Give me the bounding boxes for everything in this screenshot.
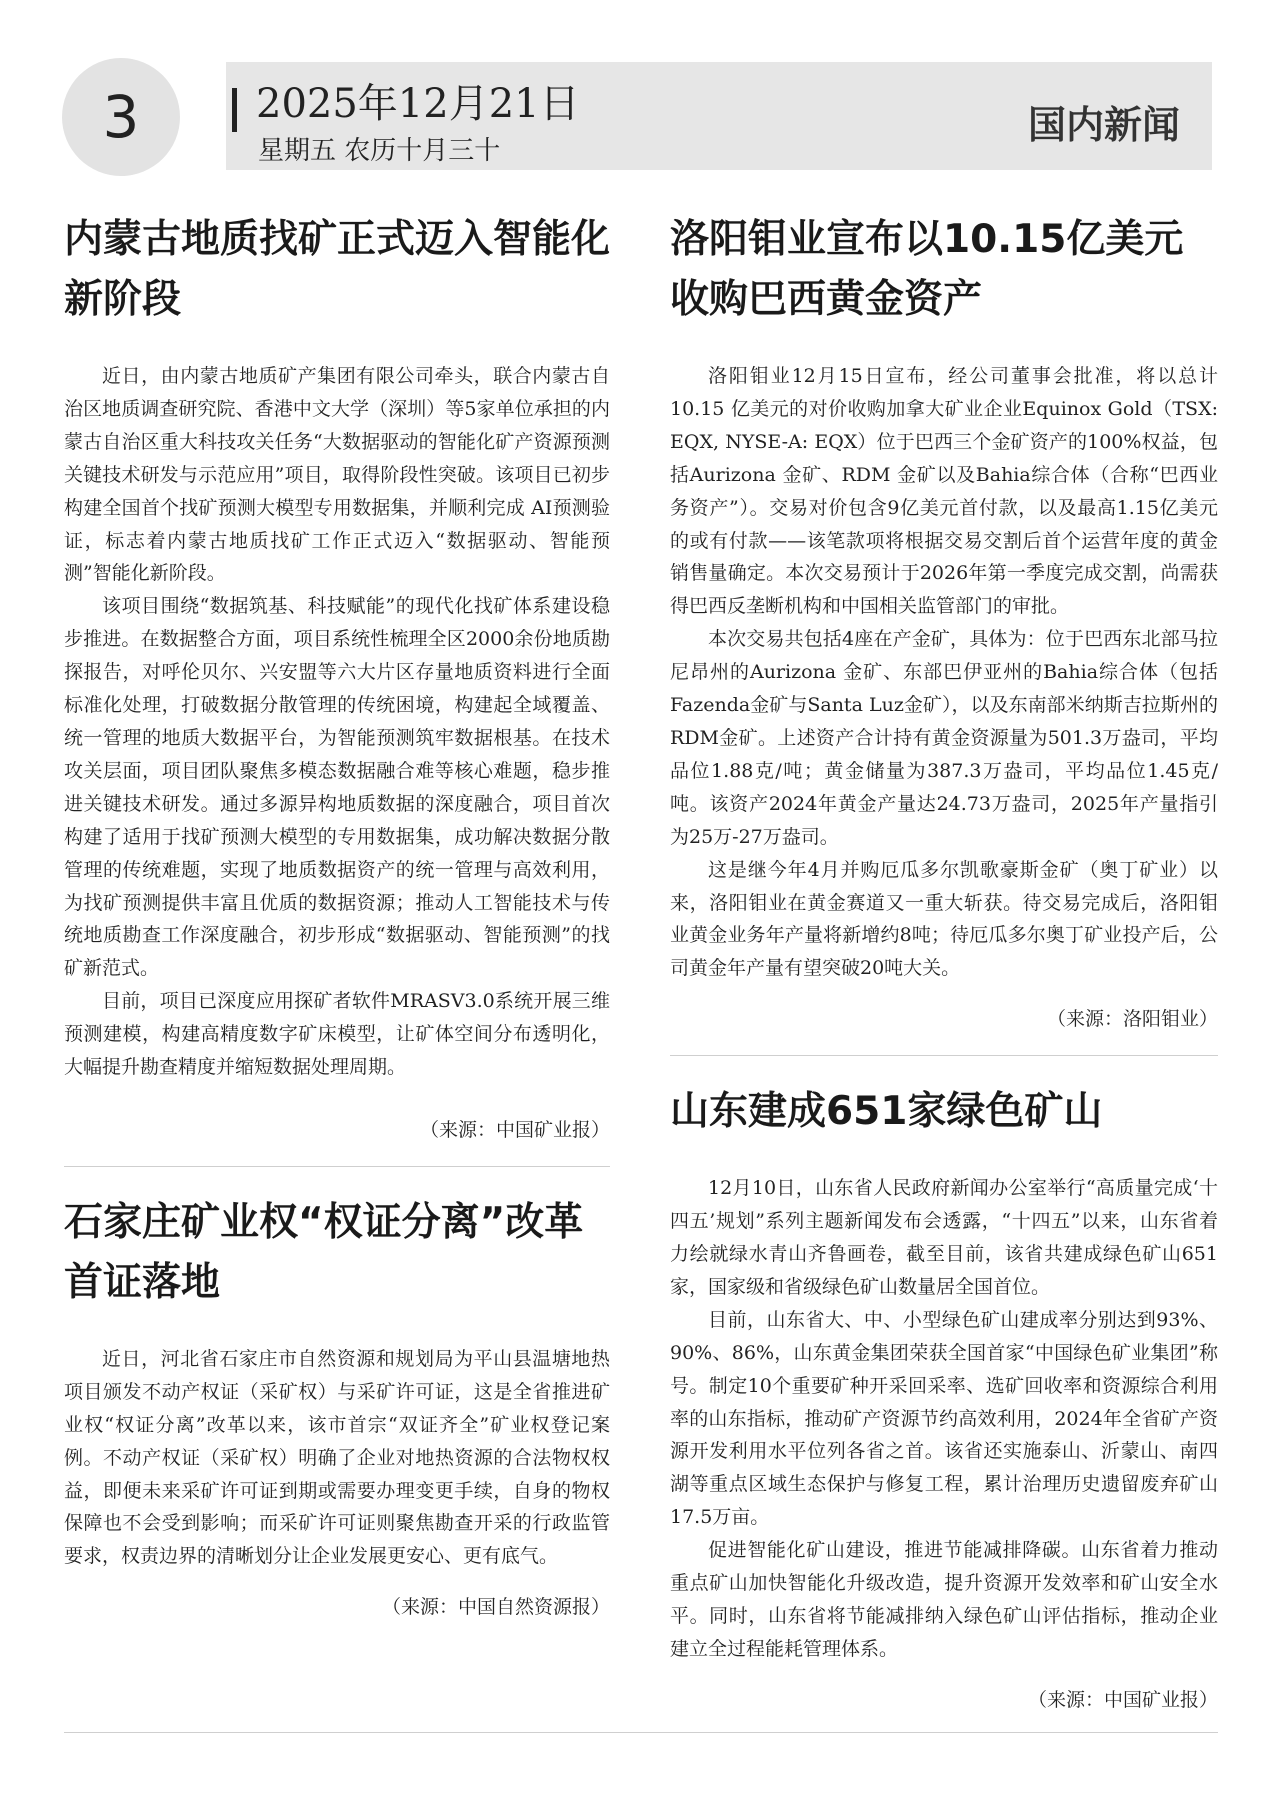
issue-date: 2025年12月21日 xyxy=(256,81,580,127)
article-paragraph: 目前，项目已深度应用探矿者软件MRASV3.0系统开展三维预测建模，构建高精度数字矿床模型，让矿体空间分布透明化，大幅提升勘查精度并缩短数据处理周期。 xyxy=(64,990,610,1079)
article-luoyang-molybdenum xyxy=(670,210,1218,1033)
article-source: （来源：中国自然资源报） xyxy=(381,1596,610,1619)
article-paragraph: 本次交易共包括4座在产金矿，具体为：位于巴西东北部马拉尼昂州的Aurizona 金矿、东部巴伊亚州的Bahia综合体（包括Fazenda金矿与Santa Luz金矿），以及东南部米纳斯吉拉斯州的RDM金矿。上述资产合计持有黄金资源量为501.3万盎司，平均品位1.88克/吨；黄金储量为387.3万盎司，平均品位1.45克/吨。该资产2024年黄金产量达24.73万盎司，2025年产量指引为25万-27万盎司。 xyxy=(670,628,1218,848)
article-shandong-green-mines xyxy=(670,1082,1218,1714)
article-source: （来源：中国矿业报） xyxy=(419,1118,610,1141)
article-paragraph: 目前，山东省大、中、小型绿色矿山建成率分别达到93%、90%、86%，山东黄金集团荣获全国首家“中国绿色矿业集团”称号。制定10个重要矿种开采回采率、选矿回收率和资源综合利用率的山东指标，推动矿产资源节约高效利用，2024年全省矿产资源开发利用水平位列各省之首。该省还实施泰山、沂蒙山、南四湖等重点区域生态保护与修复工程，累计治理历史遗留废弃矿山17.5万亩。 xyxy=(670,1308,1218,1529)
weekday-lunar-date: 星期五 农历十月三十 xyxy=(258,136,501,166)
section-title: 国内新闻 xyxy=(1027,103,1180,147)
article-paragraph: 这是继今年4月并购厄瓜多尔凯歌豪斯金矿（奥丁矿业）以来，洛阳钼业在黄金赛道又一重大斩获。待交易完成后，洛阳钼业黄金业务年产量将新增约8吨；待厄瓜多尔奥丁矿业投产后，公司黄金年产量有望突破20吨大关。 xyxy=(670,858,1218,980)
article-paragraph: 促进智能化矿山建设，推进节能减排降碳。山东省着力推动重点矿山加快智能化升级改造，提升资源开发效率和矿山安全水平。同时，山东省将节能减排纳入绿色矿山评估指标，推动企业建立全过程能耗管理体系。 xyxy=(670,1539,1218,1660)
article-source: （来源：中国矿业报） xyxy=(1027,1688,1218,1711)
article-body xyxy=(64,1343,610,1573)
article-headline: 洛阳钼业宣布以10.15亿美元收购巴西黄金资产 xyxy=(670,217,1184,322)
article-paragraph: 12月10日，山东省人民政府新闻办公室举行“高质量完成‘十四五’规划”系列主题新闻发布会透露，“十四五”以来，山东省着力绘就绿水青山齐鲁画卷，截至目前，该省共建成绿色矿山651家，国家级和省级绿色矿山数量居全国首位。 xyxy=(670,1177,1218,1298)
article-paragraph: 近日，河北省石家庄市自然资源和规划局为平山县温塘地热项目颁发不动产权证（采矿权）与采矿许可证，这是全省推进矿业权“权证分离”改革以来，该市首宗“双证齐全”矿业权登记案例。不动产权证（采矿权）明确了企业对地热资源的合法物权权益，即便未来采矿许可证到期或需要办理变更手续，自身的物权保障也不会受到影响；而采矿许可证则聚焦勘查开采的行政监管要求，权责边界的清晰划分让企业发展更安心、更有底气。 xyxy=(64,1347,610,1568)
article-divider xyxy=(64,1166,610,1167)
article-headline: 山东建成651家绿色矿山 xyxy=(670,1089,1103,1135)
article-body xyxy=(670,1172,1218,1666)
right-column xyxy=(670,210,1218,1714)
article-headline: 石家庄矿业权“权证分离”改革首证落地 xyxy=(64,1199,584,1305)
article-divider xyxy=(670,1055,1218,1056)
header-divider xyxy=(232,88,237,132)
article-shijiazhuang xyxy=(64,1193,610,1621)
left-column xyxy=(64,210,610,1621)
article-source: （来源：洛阳钼业） xyxy=(1046,1008,1218,1031)
article-body xyxy=(64,360,610,1084)
article-paragraph: 近日，由内蒙古地质矿产集团有限公司牵头，联合内蒙古自治区地质调查研究院、香港中文大学（深圳）等5家单位承担的内蒙古自治区重大科技攻关任务“大数据驱动的智能化矿产资源预测关键技术研发与示范应用”项目，取得阶段性突破。该项目已初步构建全国首个找矿预测大模型专用数据集，并顺利完成 AI预测验证，标志着内蒙古地质找矿工作正式迈入“数据驱动、智能预测”智能化新阶段。 xyxy=(64,365,610,585)
article-headline: 内蒙古地质找矿正式迈入智能化新阶段 xyxy=(64,217,611,322)
article-paragraph: 洛阳钼业12月15日宣布，经公司董事会批准，将以总计10.15 亿美元的对价收购加拿大矿业企业Equinox Gold（TSX: EQX, NYSE-A: EQX）位于巴西三个金矿资产的100%权益，包括Aurizona 金矿、RDM 金矿以及Bahia综合体（合称“巴西业务资产”）。交易对价包含9亿美元首付款，以及最高1.15亿美元的或有付款——该笔款项将根据交易交割后首个运营年度的黄金销售量确定。本次交易预计于2026年第一季度完成交割，尚需获得巴西反垄断机构和中国相关监管部门的审批。 xyxy=(670,365,1218,618)
article-paragraph: 该项目围绕“数据筑基、科技赋能”的现代化找矿体系建设稳步推进。在数据整合方面，项目系统性梳理全区2000余份地质勘探报告，对呼伦贝尔、兴安盟等六大片区存量地质资料进行全面标准化处理，打破数据分散管理的传统困境，构建起全域覆盖、统一管理的地质大数据平台，为智能预测筑牢数据根基。在技术攻关层面，项目团队聚焦多模态数据融合难等核心难题，稳步推进关键技术研发。通过多源异构地质数据的深度融合，项目首次构建了适用于找矿预测大模型的专用数据集，成功解决数据分散管理的传统难题，实现了地质数据资产的统一管理与高效利用，为找矿预测提供丰富且优质的数据资源；推动人工智能技术与传统地质勘查工作深度融合，初步形成“数据驱动、智能预测”的找矿新范式。 xyxy=(64,595,610,980)
page-number: 3 xyxy=(62,58,180,176)
article-body xyxy=(670,360,1218,985)
article-inner-mongolia xyxy=(64,210,610,1144)
page-bottom-divider xyxy=(64,1732,1218,1733)
